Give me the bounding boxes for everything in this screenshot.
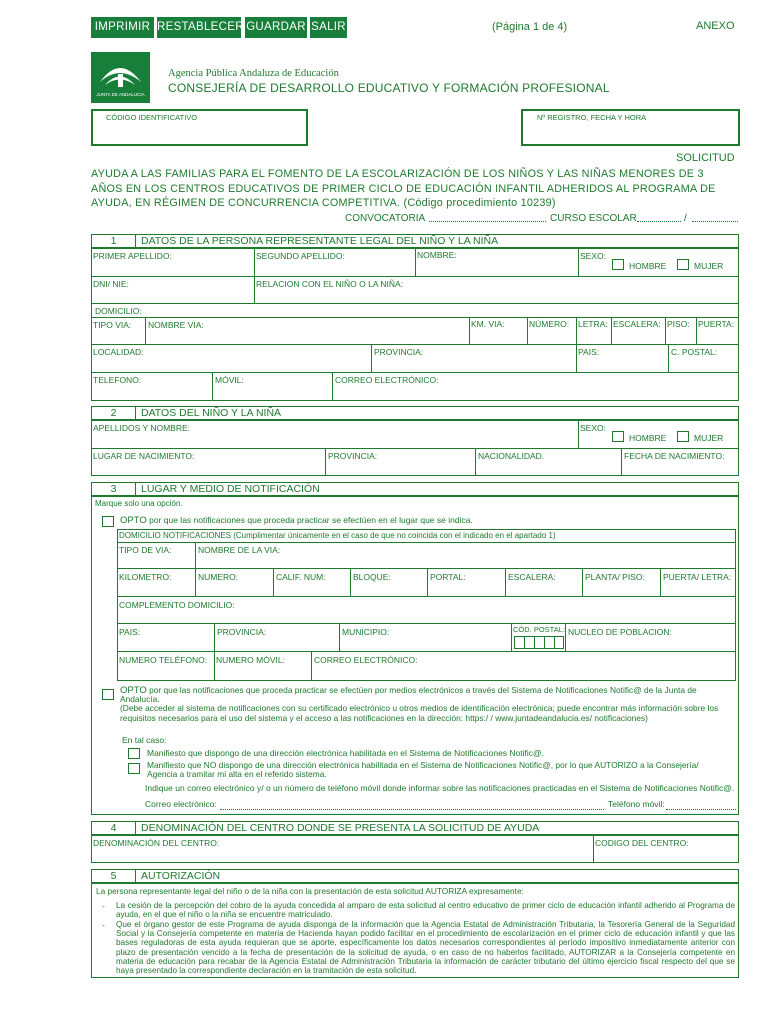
km-via-label: KM. VIA: — [471, 319, 505, 329]
title-line-3: AYUDA, EN RÉGIMEN DE CONCURRENCIA COMPETITIVA. (Código procedimiento 10239) — [91, 197, 556, 210]
nino-hombre-checkbox[interactable] — [612, 431, 624, 442]
tipo-de-via-label: TIPO DE VIA: — [119, 545, 172, 555]
sexo-hombre-checkbox[interactable] — [612, 259, 624, 270]
print-button[interactable]: IMPRIMIR — [91, 17, 154, 38]
manifiesto-dispongo-text: Manifiesto que dispongo de una dirección electrónica habilitada en el Sistema de Notificaciones Notific@. — [147, 748, 545, 758]
solicitud-label: SOLICITUD — [676, 152, 735, 164]
apellidos-nombre-label: APELLIDOS Y NOMBRE: — [93, 423, 190, 433]
section-1-number: 1 — [92, 235, 136, 247]
section-5-title: AUTORIZACIÓN — [141, 870, 221, 882]
opto-electronico-text — [120, 686, 736, 723]
manifiesto-no-dispongo-checkbox[interactable] — [128, 763, 140, 774]
nino-provincia-label: PROVINCIA: — [328, 451, 378, 461]
autoriza-intro: La persona representante legal del niño o de la niña con la presentación de esta solicitud AUTORIZA expresamente: — [96, 886, 524, 896]
convocatoria-label: CONVOCATORIA — [345, 213, 426, 224]
provincia-label: PROVINCIA: — [374, 347, 424, 357]
hombre-label: HOMBRE — [629, 261, 667, 271]
bullet-dash-1: - — [102, 901, 105, 911]
telefono-label: TELEFONO: — [93, 375, 142, 385]
dn-correo-label: CORREO ELECTRÓNICO: — [314, 655, 418, 665]
curso-slash: / — [684, 213, 687, 224]
manifiesto-no-dispongo-text — [147, 761, 736, 779]
manifiesto-no-1: Manifiesto que NO dispongo de una dirección electrónica habilitada en el Sistema de Notificaciones Notific@, por lo que AUTORIZO a la Consejería/ — [147, 760, 699, 770]
section-3-header — [91, 482, 739, 496]
section-4-header — [91, 821, 739, 835]
kilometro-label: KILOMETRO: — [119, 572, 172, 582]
numero-telefono-label: NUMERO TELÉFONO: — [119, 655, 208, 665]
convocatoria-field[interactable] — [429, 221, 546, 222]
cod-postal-input[interactable] — [514, 636, 564, 649]
section-2-title: DATOS DEL NIÑO Y LA NIÑA — [141, 407, 282, 419]
telefono-movil-label: Teléfono móvil: — [608, 799, 665, 809]
dni-label: DNI/ NIE: — [93, 279, 129, 289]
section-3-body — [91, 496, 739, 815]
dom-notif-label: DOMICILIO NOTIFICACIONES (Cumplimentar únicamente en el caso de que no coincida con el indicado en el apartado 1) — [119, 531, 556, 540]
junta-logo — [91, 52, 150, 103]
section-5-body — [91, 883, 739, 978]
autoriza-point-2: Que el órgano gestor de este Programa de ayuda disponga de la información que la Agencia Estatal de Administración Tributaria, la Tesorería General de la Seguridad Social y la Consejería competente en materia de Hacienda hayan podido facilitar en el procedimiento de escolarización en el primer ciclo de educación infantil y que las bases reguladoras de esta ayuda requieran que se aporte, específicamente los datos necesarios correspondientes al período impositivo inmediatamente anterior con plazo de presentación vencido a la fecha de presentación de la solicitud de ayuda, o en caso de no haberlos facilitado, AUTORIZAR a la Consejería competente en materia de educación para recabar de la Agencia Estatal de Administración Tributaria la información de carácter tributario del último ejercicio fiscal respecto del que se haya presentado la correspondiente declaración en la tramitación de esta solicitud. — [116, 920, 735, 976]
pais-label: PAIS: — [578, 347, 600, 357]
logo-text: JUNTA DE ANDALUCIA — [96, 92, 145, 97]
en-tal-caso-label: En tal caso: — [122, 735, 167, 745]
marque-label: Marque solo una opción. — [95, 499, 183, 508]
portal-label: PORTAL: — [430, 572, 466, 582]
title-line-2: AÑOS EN LOS CENTROS EDUCATIVOS DE PRIMER CICLO DE EDUCACIÓN INFANTIL ADHERIDOS AL PROGRAMA DE — [91, 182, 716, 195]
primer-apellido-label: PRIMER APELLIDO: — [93, 251, 172, 261]
registro-label: Nº REGISTRO, FECHA Y HORA — [537, 113, 647, 122]
sexo-label: SEXO: — [580, 251, 606, 261]
debe-acceder-2: requisitos necesarios para el uso del sistema y el acceso a las notificaciones en la dirección: https:/ / www.juntadeandalucia.es/ notificaciones) — [120, 712, 648, 723]
save-button[interactable]: GUARDAR — [245, 17, 307, 38]
codigo-postal-label: C. POSTAL: — [671, 347, 718, 357]
planta-piso-label: PLANTA/ PISO: — [585, 572, 645, 582]
indique-text: Indique un correo electrónico y/ o un número de teléfono móvil donde informar sobre las notificaciones practicadas en el Sistema de Notificaciones Notific@. — [145, 783, 735, 793]
section-3-title: LUGAR Y MEDIO DE NOTIFICACIÓN — [141, 483, 320, 495]
dn-pais-label: PAIS: — [119, 627, 141, 637]
page-number: (Página 1 de 4) — [492, 21, 568, 33]
dn-provincia-label: PROVINCIA: — [217, 627, 267, 637]
nino-hombre-label: HOMBRE — [629, 433, 667, 443]
codigo-centro-label: CODIGO DEL CENTRO: — [595, 838, 689, 848]
agency-name: Agencia Pública Andaluza de Educación — [168, 68, 339, 79]
manifiesto-dispongo-checkbox[interactable] — [128, 748, 140, 759]
piso-label: PISO: — [667, 319, 690, 329]
curso-label: CURSO ESCOLAR — [550, 213, 637, 224]
nombre-de-la-via-label: NOMBRE DE LA VIA: — [198, 545, 281, 555]
anexo-label: ANEXO — [696, 20, 735, 32]
denominacion-centro-label: DENOMINACIÓN DEL CENTRO: — [93, 838, 220, 848]
curso-start-field[interactable] — [637, 221, 681, 222]
dn-escalera-label: ESCALERA: — [508, 572, 556, 582]
nombre-label: NOMBRE: — [417, 250, 457, 260]
dn-numero-label: NUMERO: — [198, 572, 239, 582]
localidad-label: LOCALIDAD: — [93, 347, 144, 357]
opto-domicilio-checkbox[interactable] — [102, 516, 114, 527]
reset-button[interactable]: RESTABLECER — [157, 17, 241, 38]
section-5-number: 5 — [92, 870, 136, 882]
title-line-1: AYUDA A LAS FAMILIAS PARA EL FOMENTO DE LA ESCOLARIZACIÓN DE LOS NIÑOS Y LAS NIÑAS MENORES DE 3 — [91, 168, 704, 180]
relacion-label: RELACION CON EL NIÑO O LA NIÑA: — [256, 279, 404, 289]
nucleo-poblacion-label: NUCLEO DE POBLACION: — [568, 627, 672, 637]
opto-electronico-checkbox[interactable] — [102, 689, 114, 700]
codigo-box[interactable] — [91, 109, 308, 146]
opto-electronico-desc: por que las notificaciones que proceda practicar se efectúen por medios electrónicos a través del Sistema de Notificaciones Notific@ de la Junta de — [146, 685, 697, 695]
mujer-label: MUJER — [694, 261, 724, 271]
segundo-apellido-label: SEGUNDO APELLIDO: — [256, 251, 345, 261]
nino-mujer-label: MUJER — [694, 433, 724, 443]
section-1-header — [91, 234, 739, 248]
exit-button[interactable]: SALIR — [310, 17, 347, 38]
telefono-movil-field[interactable] — [666, 809, 736, 810]
nino-sexo-label: SEXO: — [580, 423, 606, 433]
autoriza-point-1: La cesión de la percepción del cobro de la ayuda concedida al amparo de esta solicitud al centro educativo de primer ciclo de educación infantil adherido al Programa de ayuda, en el que el niño o la niña se encuentre matriculado. — [116, 901, 735, 920]
domicilio-label: DOMICILIO: — [95, 306, 142, 316]
opto-electronico-bold: OPTO — [120, 685, 147, 696]
opto-electronico-desc-2: Andalucía. — [120, 694, 160, 705]
section-1-title: DATOS DE LA PERSONA REPRESENTANTE LEGAL DEL NIÑO Y LA NIÑA — [141, 235, 499, 247]
section-3-number: 3 — [92, 483, 136, 495]
correo-label: CORREO ELECTRÓNICO: — [335, 375, 439, 385]
section-2-number: 2 — [92, 407, 136, 419]
debe-acceder-1: (Debe acceder al sistema de notificaciones con su certificado electrónico u otros medios de identificación electrónica; puede encontrar más información sobre los — [120, 703, 719, 714]
manifiesto-no-2: Agencia a tramitar mi alta en el referido sistema. — [147, 769, 327, 780]
section-4-number: 4 — [92, 822, 136, 834]
correo-electronico-field[interactable] — [220, 809, 604, 810]
bullet-dash-2: - — [102, 920, 105, 930]
numero-movil-label: NUMERO MÓVIL: — [216, 655, 285, 665]
movil-label: MÓVIL: — [215, 375, 244, 385]
section-1-body — [91, 248, 739, 401]
opto-domicilio-text — [120, 515, 473, 526]
section-2-header — [91, 406, 739, 420]
section-4-body — [91, 835, 739, 863]
complemento-label: COMPLEMENTO DOMICILIO: — [119, 600, 235, 610]
sexo-mujer-checkbox[interactable] — [677, 259, 689, 270]
nombre-via-label: NOMBRE VIA: — [148, 320, 204, 330]
domicilio-notificaciones-box — [117, 529, 736, 681]
tipo-via-label: TIPO VIA: — [93, 320, 132, 330]
nino-mujer-checkbox[interactable] — [677, 431, 689, 442]
codigo-label: CÓDIGO IDENTIFICATIVO — [106, 113, 198, 122]
puerta-letra-label: PUERTA/ LETRA: — [663, 572, 732, 582]
letra-label: LETRA: — [578, 319, 608, 329]
puerta-label: PUERTA: — [698, 319, 735, 329]
registro-box[interactable] — [521, 109, 740, 146]
correo-electronico-label: Correo electrónico: — [145, 799, 217, 809]
cod-postal-label: CÓD. POSTAL: — [513, 625, 565, 634]
form-title — [91, 167, 740, 211]
calif-num-label: CALIF. NUM: — [276, 572, 326, 582]
lugar-nacimiento-label: LUGAR DE NACIMIENTO: — [93, 451, 195, 461]
nacionalidad-label: NACIONALIDAD. — [478, 451, 545, 461]
section-5-header — [91, 869, 739, 883]
opto-domicilio-bold: OPTO — [120, 515, 147, 526]
section-2-body — [91, 420, 739, 476]
numero-label: NÚMERO: — [529, 319, 570, 329]
section-4-title: DENOMINACIÓN DEL CENTRO DONDE SE PRESENTA LA SOLICITUD DE AYUDA — [141, 822, 540, 834]
ministry-name: CONSEJERÍA DE DESARROLLO EDUCATIVO Y FORMACIÓN PROFESIONAL — [168, 81, 610, 95]
bloque-label: BLOQUE: — [353, 572, 391, 582]
municipio-label: MUNICIPIO: — [342, 627, 390, 637]
opto-domicilio-desc: por que las notificaciones que proceda practicar se efectúen en el lugar que se indica. — [146, 515, 473, 525]
curso-end-field[interactable] — [692, 221, 738, 222]
fecha-nacimiento-label: FECHA DE NACIMIENTO: — [624, 451, 725, 461]
escalera-label: ESCALERA: — [613, 319, 661, 329]
